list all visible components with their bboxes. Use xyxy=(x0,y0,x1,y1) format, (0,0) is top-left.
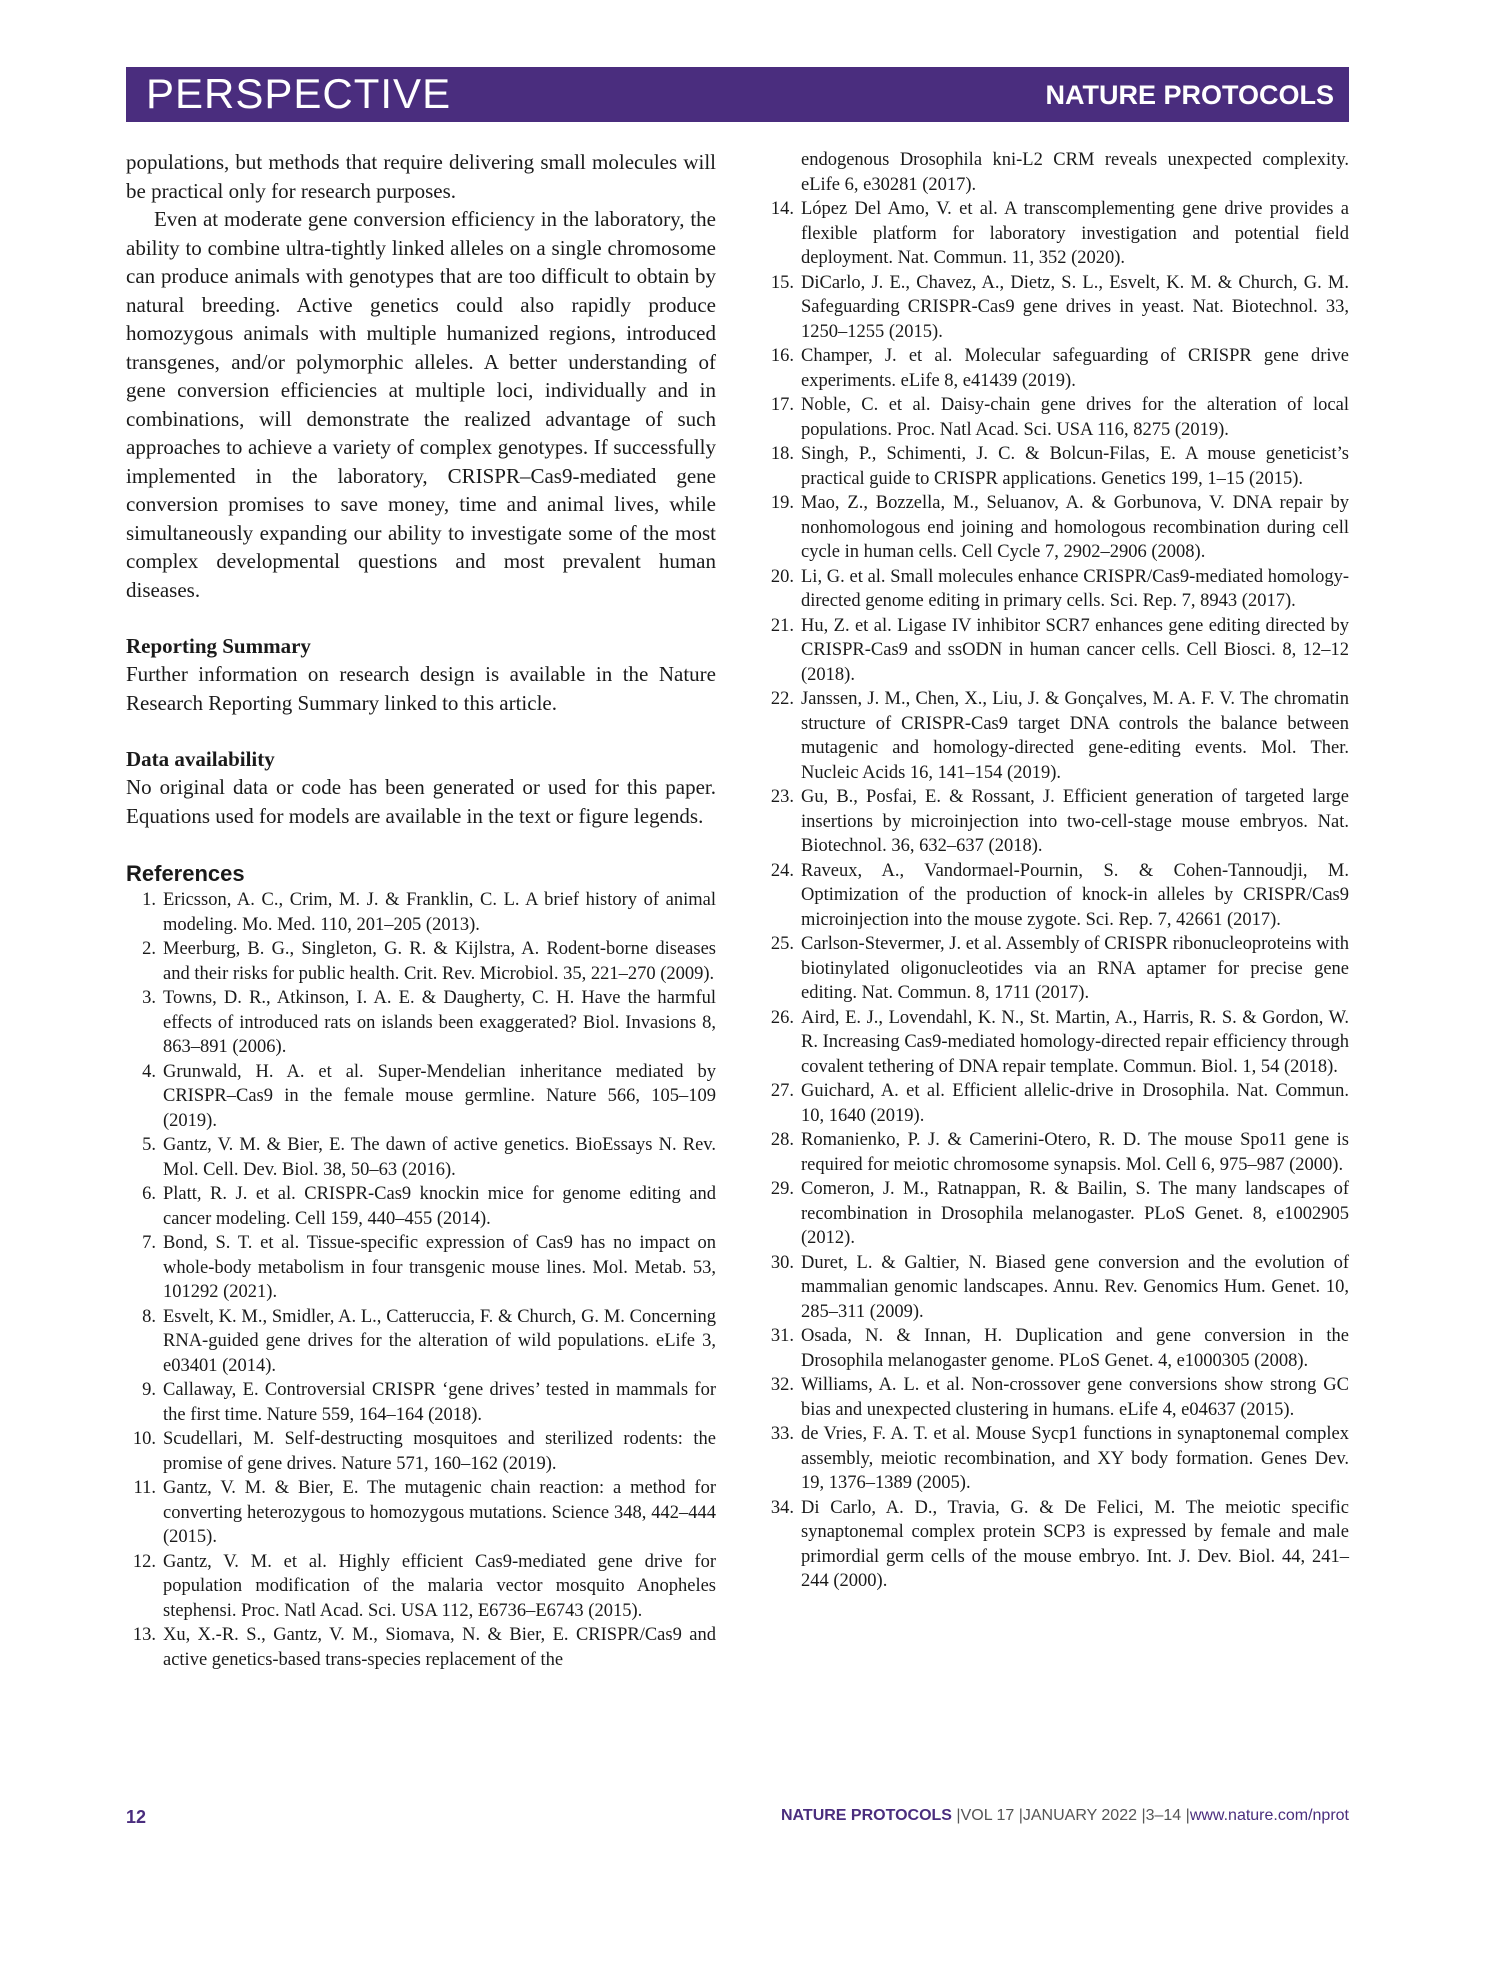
reference-text: Raveux, A., Vandormael-Pournin, S. & Cohen-Tannoudji, M. Optimization of the production of knock-in alleles by CRISPR/Cas9 microinjection into the mouse zygote. Sci. Rep. 7, 42661 (2017). xyxy=(801,860,1349,930)
reference-item xyxy=(126,1550,716,1624)
reference-text: Scudellari, M. Self-destructing mosquitoes and sterilized rodents: the promise of gene drives. Nature 571, 160–162 (2019). xyxy=(163,1429,716,1474)
reference-text: Meerburg, B. G., Singleton, G. R. & Kijlstra, A. Rodent-borne diseases and their risks for public health. Crit. Rev. Microbiol. 35, 221–270 (2009). xyxy=(163,939,716,984)
reference-number: 13. xyxy=(132,1625,156,1645)
reporting-summary-heading: Reporting Summary xyxy=(126,634,311,658)
reference-text: Di Carlo, A. D., Travia, G. & De Felici, M. The meiotic specific synaptonemal complex protein SCP3 is expressed by female and male primordial germ cells of the mouse embryo. Int. J. Dev. Biol. 44, 241–244 (2000). xyxy=(801,1497,1349,1591)
volume: VOL 17 xyxy=(960,1807,1015,1824)
reference-item xyxy=(764,491,1349,565)
reference-number: 20. xyxy=(770,566,794,587)
reference-item xyxy=(126,986,716,1060)
reference-text: López Del Amo, V. et al. A transcomplementing gene drive provides a flexible platform for laboratory investigation and potential field deployment. Nat. Commun. 11, 352 (2020). xyxy=(801,199,1349,268)
reference-item xyxy=(126,1305,716,1379)
reference-number: 29. xyxy=(770,1179,794,1199)
reference-item xyxy=(764,344,1349,393)
reference-item xyxy=(126,1182,716,1231)
reference-number: 18. xyxy=(770,444,794,464)
reference-item xyxy=(764,1324,1349,1373)
reference-item xyxy=(764,1128,1349,1177)
reference-item xyxy=(126,1378,716,1427)
reference-number: 24. xyxy=(770,860,794,881)
page-footer xyxy=(126,1807,1349,1831)
reference-number: 17. xyxy=(770,395,794,415)
left-column xyxy=(126,148,716,1672)
reference-number: 22. xyxy=(770,689,794,709)
references-heading: References xyxy=(126,861,245,886)
reference-number: 6. xyxy=(142,1184,156,1204)
reference-text: Romanienko, P. J. & Camerini-Otero, R. D. The mouse Spo11 gene is required for meiotic chromosome synapsis. Mol. Cell 6, 975–987 (2000). xyxy=(801,1130,1349,1175)
page-number: 12 xyxy=(126,1807,147,1827)
reference-text: Bond, S. T. et al. Tissue-specific expression of Cas9 has no impact on whole-body metabolism in four transgenic mouse lines. Mol. Metab. 53, 101292 (2021). xyxy=(163,1233,716,1302)
reference-number: 7. xyxy=(142,1233,156,1253)
reference-item xyxy=(764,197,1349,271)
reference-text: Guichard, A. et al. Efficient allelic-drive in Drosophila. Nat. Commun. 10, 1640 (2019). xyxy=(801,1081,1349,1126)
reference-text: Aird, E. J., Lovendahl, K. N., St. Martin, A., Harris, R. S. & Gordon, W. R. Increasing Cas9-mediated homology-directed repair efficiency through covalent tethering of DNA repair template. Commun. Biol. 1, 54 (2018). xyxy=(801,1007,1349,1077)
reference-item xyxy=(764,1422,1349,1496)
right-column xyxy=(764,148,1349,1594)
reference-item xyxy=(764,785,1349,859)
reference-number: 1. xyxy=(142,890,156,910)
reference-text: Williams, A. L. et al. Non-crossover gene conversions show strong GC bias and unexpected clustering in humans. eLife 4, e04637 (2015). xyxy=(801,1375,1349,1420)
reference-number: 28. xyxy=(770,1130,794,1150)
citation-info xyxy=(781,1807,1349,1825)
reference-text: Comeron, J. M., Ratnappan, R. & Bailin, S. The many landscapes of recombination in Drosophila melanogaster. PLoS Genet. 8, e1002905 (2012). xyxy=(801,1179,1349,1248)
reference-text: Gantz, V. M. & Bier, E. The mutagenic chain reaction: a method for converting heterozygous to homozygous mutations. Science 348, 442–444 (2015). xyxy=(163,1478,716,1547)
reference-text: Callaway, E. Controversial CRISPR ‘gene drives’ tested in mammals for the first time. Nature 559, 164–164 (2018). xyxy=(163,1380,716,1425)
reference-text: Singh, P., Schimenti, J. C. & Bolcun-Filas, E. A mouse geneticist’s practical guide to CRISPR applications. Genetics 199, 1–15 (2015). xyxy=(801,444,1349,489)
reference-text: Li, G. et al. Small molecules enhance CRISPR/Cas9-mediated homology-directed genome editing in primary cells. Sci. Rep. 7, 8943 (2017). xyxy=(801,566,1349,611)
paragraph: Even at moderate gene conversion efficiency in the laboratory, the ability to combine ultra-tightly linked alleles on a single chromosome can produce animals with genotypes that are too difficult to obtain by natural breeding. Active genetics could also rapidly produce homozygous animals with multiple humanized regions, introduced transgenes, and/or polymorphic alleles. A better understanding of gene conversion efficiencies at multiple loci, individually and in combinations, will demonstrate the realized advantage of such approaches to achieve a variety of complex genotypes. If successfully implemented in the laboratory, CRISPR–Cas9-mediated gene conversion promises to save money, time and animal lives, while simultaneously expanding our ability to investigate some of the most complex developmental questions and most prevalent human diseases. xyxy=(126,207,716,602)
reference-text: Platt, R. J. et al. CRISPR-Cas9 knockin mice for genome editing and cancer modeling. Cell 159, 440–455 (2014). xyxy=(163,1184,716,1229)
reference-item xyxy=(764,271,1349,345)
section-label: PERSPECTIVE xyxy=(146,70,452,117)
reference-text: Mao, Z., Bozzella, M., Seluanov, A. & Gorbunova, V. DNA repair by nonhomologous end joining and homologous recombination during cell cycle in human cells. Cell Cycle 7, 2902–2906 (2008). xyxy=(801,493,1349,562)
reference-number: 10. xyxy=(132,1429,156,1449)
reference-item xyxy=(764,932,1349,1006)
reference-item xyxy=(126,1231,716,1305)
reference-text: Osada, N. & Innan, H. Duplication and gene conversion in the Drosophila melanogaster genome. PLoS Genet. 4, e1000305 (2008). xyxy=(801,1326,1349,1371)
reference-number: 8. xyxy=(142,1306,156,1327)
reference-item xyxy=(126,1623,716,1672)
references-list-left xyxy=(126,888,716,1672)
reference-text: Esvelt, K. M., Smidler, A. L., Catteruccia, F. & Church, G. M. Concerning RNA-guided gene drives for the alteration of wild populations. eLife 3, e03401 (2014). xyxy=(163,1306,716,1376)
reference-text: Towns, D. R., Atkinson, I. A. E. & Daugherty, C. H. Have the harmful effects of introduced rats on islands been exaggerated? Biol. Invasions 8, 863–891 (2006). xyxy=(163,988,716,1057)
reference-item xyxy=(764,148,1349,197)
separator: | xyxy=(1185,1807,1190,1824)
reference-number: 12. xyxy=(132,1551,156,1572)
reference-text: Gu, B., Posfai, E. & Rossant, J. Efficient generation of targeted large insertions by microinjection into two-cell-stage mouse embryos. Nat. Biotechnol. 36, 632–637 (2018). xyxy=(801,787,1349,856)
page-header xyxy=(126,67,1349,122)
reference-item xyxy=(764,1079,1349,1128)
reference-item xyxy=(764,687,1349,785)
reference-item xyxy=(126,1060,716,1134)
reference-item xyxy=(764,1006,1349,1080)
reference-item xyxy=(764,1373,1349,1422)
reference-number: 15. xyxy=(770,272,794,293)
reference-number: 9. xyxy=(142,1380,156,1400)
reference-item xyxy=(764,1177,1349,1251)
separator: | xyxy=(1141,1807,1146,1824)
separator: | xyxy=(1018,1807,1023,1824)
reference-number: 4. xyxy=(142,1061,156,1082)
reference-text: Noble, C. et al. Daisy-chain gene drives for the alteration of local populations. Proc. Natl Acad. Sci. USA 116, 8275 (2019). xyxy=(801,395,1349,440)
reference-number: 32. xyxy=(770,1375,794,1395)
reference-number: 33. xyxy=(770,1424,794,1444)
reference-text: Gantz, V. M. & Bier, E. The dawn of active genetics. BioEssays N. Rev. Mol. Cell. Dev. Biol. 38, 50–63 (2016). xyxy=(163,1135,716,1180)
reference-item xyxy=(764,442,1349,491)
reference-text: Gantz, V. M. et al. Highly efficient Cas9-mediated gene drive for population modification of the malaria vector mosquito Anopheles stephensi. Proc. Natl Acad. Sci. USA 112, E6736–E6743 (2015). xyxy=(163,1551,716,1621)
reference-text: Janssen, J. M., Chen, X., Liu, J. & Gonçalves, M. A. F. V. The chromatin structure of CRISPR-Cas9 target DNA controls the balance between mutagenic and homology-directed gene-editing events. Mol. Ther. Nucleic Acids 16, 141–154 (2019). xyxy=(801,689,1349,783)
reference-item xyxy=(764,1496,1349,1594)
page-range: 3–14 xyxy=(1145,1807,1182,1824)
footer-journal: NATURE PROTOCOLS xyxy=(781,1807,952,1824)
reference-number: 16. xyxy=(770,346,794,366)
reference-item xyxy=(126,1427,716,1476)
reference-number: 25. xyxy=(770,934,794,954)
reference-text: Ericsson, A. C., Crim, M. J. & Franklin, C. L. A brief history of animal modeling. Mo. Med. 110, 201–205 (2013). xyxy=(163,890,716,935)
reference-item xyxy=(764,1251,1349,1325)
reference-text: Duret, L. & Galtier, N. Biased gene conversion and the evolution of mammalian genomic landscapes. Annu. Rev. Genomics Hum. Genet. 10, 285–311 (2009). xyxy=(801,1252,1349,1322)
journal-name: NATURE PROTOCOLS xyxy=(1045,80,1334,110)
reference-number: 3. xyxy=(142,988,156,1008)
reference-number: 30. xyxy=(770,1252,794,1273)
reference-number: 27. xyxy=(770,1081,794,1101)
reference-item xyxy=(126,888,716,937)
reference-text: Grunwald, H. A. et al. Super-Mendelian inheritance mediated by CRISPR–Cas9 in the female mouse germline. Nature 566, 105–109 (2019). xyxy=(163,1061,716,1131)
paragraph: populations, but methods that require delivering small molecules will be practical only for research purposes. xyxy=(126,150,716,203)
reference-number: 11. xyxy=(133,1478,156,1498)
reference-number: 34. xyxy=(770,1497,794,1518)
references-list-right xyxy=(764,148,1349,1594)
reference-number: 14. xyxy=(770,199,794,219)
reference-item xyxy=(764,393,1349,442)
reference-text: endogenous Drosophila kni-L2 CRM reveals unexpected complexity. eLife 6, e30281 (2017). xyxy=(801,150,1349,195)
reference-text: Carlson-Stevermer, J. et al. Assembly of CRISPR ribonucleoproteins with biotinylated oligonucleotides via an RNA aptamer for precise gene editing. Nat. Commun. 8, 1711 (2017). xyxy=(801,934,1349,1003)
data-availability-heading: Data availability xyxy=(126,747,275,771)
reference-item xyxy=(764,859,1349,933)
reference-number: 5. xyxy=(142,1135,156,1155)
reporting-summary-text: Further information on research design is available in the Nature Research Reporting Summary linked to this article. xyxy=(126,662,716,715)
reference-text: Champer, J. et al. Molecular safeguarding of CRISPR gene drive experiments. eLife 8, e41439 (2019). xyxy=(801,346,1349,391)
reference-number: 2. xyxy=(142,939,156,959)
reference-item xyxy=(764,565,1349,614)
reference-item xyxy=(764,614,1349,688)
reference-text: de Vries, F. A. T. et al. Mouse Sycp1 functions in synaptonemal complex assembly, meiotic recombination, and XY body formation. Genes Dev. 19, 1376–1389 (2005). xyxy=(801,1424,1349,1493)
reference-number: 31. xyxy=(770,1326,794,1346)
reference-number: 19. xyxy=(770,493,794,513)
reference-item xyxy=(126,1133,716,1182)
reference-text: Xu, X.-R. S., Gantz, V. M., Siomava, N. & Bier, E. CRISPR/Cas9 and active genetics-based trans-species replacement of the xyxy=(163,1625,716,1670)
reference-number: 26. xyxy=(770,1007,794,1028)
reference-item xyxy=(126,1476,716,1550)
reference-number: 23. xyxy=(770,787,794,807)
separator: | xyxy=(956,1807,961,1824)
journal-url-link[interactable]: www.nature.com/nprot xyxy=(1189,1807,1349,1824)
reference-item xyxy=(126,937,716,986)
data-availability-text: No original data or code has been generated or used for this paper. Equations used for models are available in the text or figure legends. xyxy=(126,775,716,828)
issue-date: JANUARY 2022 xyxy=(1022,1807,1137,1824)
reference-number: 21. xyxy=(770,615,794,636)
reference-text: Hu, Z. et al. Ligase IV inhibitor SCR7 enhances gene editing directed by CRISPR-Cas9 and ssODN in human cancer cells. Cell Biosci. 8, 12–12 (2018). xyxy=(801,615,1349,685)
reference-text: DiCarlo, J. E., Chavez, A., Dietz, S. L., Esvelt, K. M. & Church, G. M. Safeguarding CRISPR-Cas9 gene drives in yeast. Nat. Biotechnol. 33, 1250–1255 (2015). xyxy=(801,272,1349,342)
